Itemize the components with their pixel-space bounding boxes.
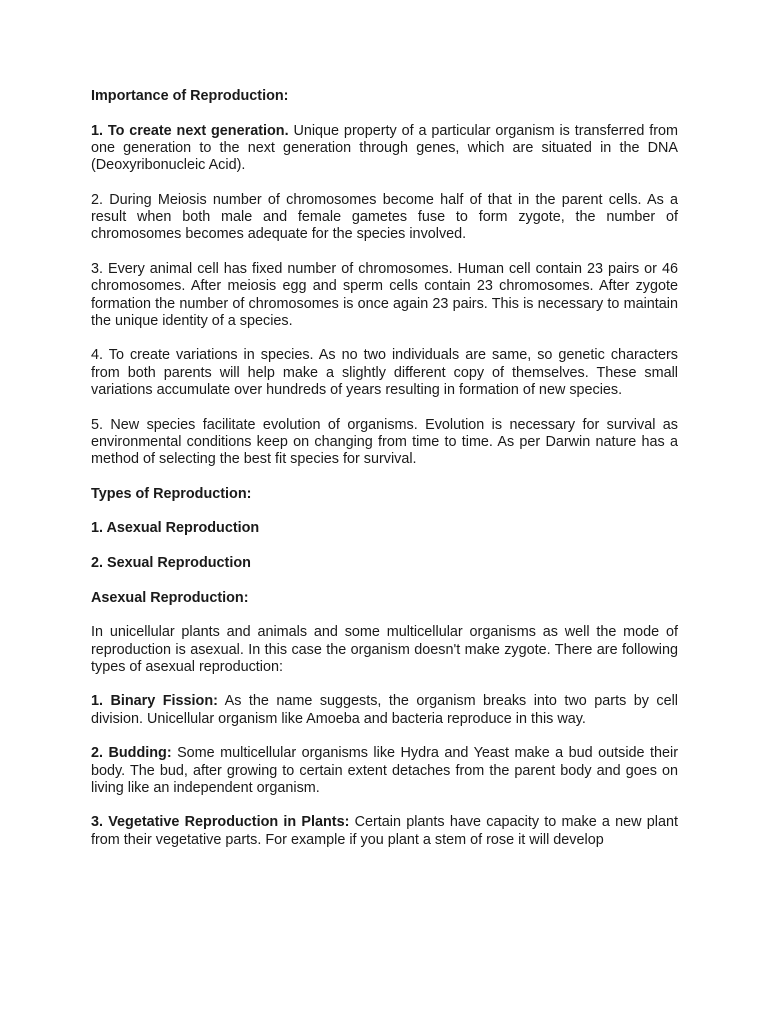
importance-point-4: 4. To create variations in species. As no two individuals are same, so genetic characters from both parents will help make a slightly different copy of themselves. These small variations accumulate over hundreds of years resulting in formation of new species. xyxy=(91,347,678,399)
importance-point-1-text: Unique property of a particular organism is transferred from one generation to the next generation through genes, which are situated in the DNA (Deoxyribonucleic Acid). xyxy=(91,122,678,174)
vegetative-paragraph xyxy=(91,814,678,849)
importance-point-1 xyxy=(91,123,678,175)
binary-fission-text: As the name suggests, the organism breaks into two parts by cell division. Unicellular organism like Amoeba and bacteria reproduce in this way. xyxy=(91,693,679,727)
importance-point-3: 3. Every animal cell has fixed number of chromosomes. Human cell contain 23 pairs or 46 chromosomes. After meiosis egg and sperm cells contain 23 chromosomes. After zygote formation the number of chromosomes is once again 23 pairs. This is necessary to maintain the unique identity of a species. xyxy=(91,260,678,329)
types-heading: Types of Reproduction: xyxy=(91,485,252,502)
asexual-heading: Asexual Reproduction: xyxy=(91,589,249,606)
binary-fission-paragraph xyxy=(91,693,678,728)
importance-heading: Importance of Reproduction: xyxy=(91,88,289,104)
binary-fission-title: 1. Binary Fission: xyxy=(91,693,218,710)
types-item-asexual: 1. Asexual Reproduction xyxy=(91,520,260,537)
vegetative-title: 3. Vegetative Reproduction in Plants: xyxy=(91,814,350,831)
importance-point-1-title: 1. To create next generation. xyxy=(91,122,289,139)
budding-title: 2. Budding: xyxy=(91,745,172,762)
document-page xyxy=(91,88,678,849)
importance-point-2: 2. During Meiosis number of chromosomes become half of that in the parent cells. As a result when both male and female gametes fuse to form zygote, the number of chromosomes becomes adequate for the species involved. xyxy=(91,191,678,243)
vegetative-text: Certain plants have capacity to make a new plant from their vegetative parts. For example if you plant a stem of rose it will develop xyxy=(91,814,678,848)
importance-point-5: 5. New species facilitate evolution of organisms. Evolution is necessary for survival as environmental conditions keep on changing from time to time. As per Darwin nature has a method of selecting the best fit species for survival. xyxy=(91,416,678,468)
types-item-sexual: 2. Sexual Reproduction xyxy=(91,555,251,572)
budding-paragraph xyxy=(91,745,678,797)
asexual-intro: In unicellular plants and animals and some multicellular organisms as well the mode of reproduction is asexual. In this case the organism doesn't make zygote. There are following types of asexual reproduction: xyxy=(91,624,678,675)
budding-text: Some multicellular organisms like Hydra and Yeast make a bud outside their body. The bud, after growing to certain extent detaches from the parent body and goes on living like an independent organism. xyxy=(91,745,678,796)
